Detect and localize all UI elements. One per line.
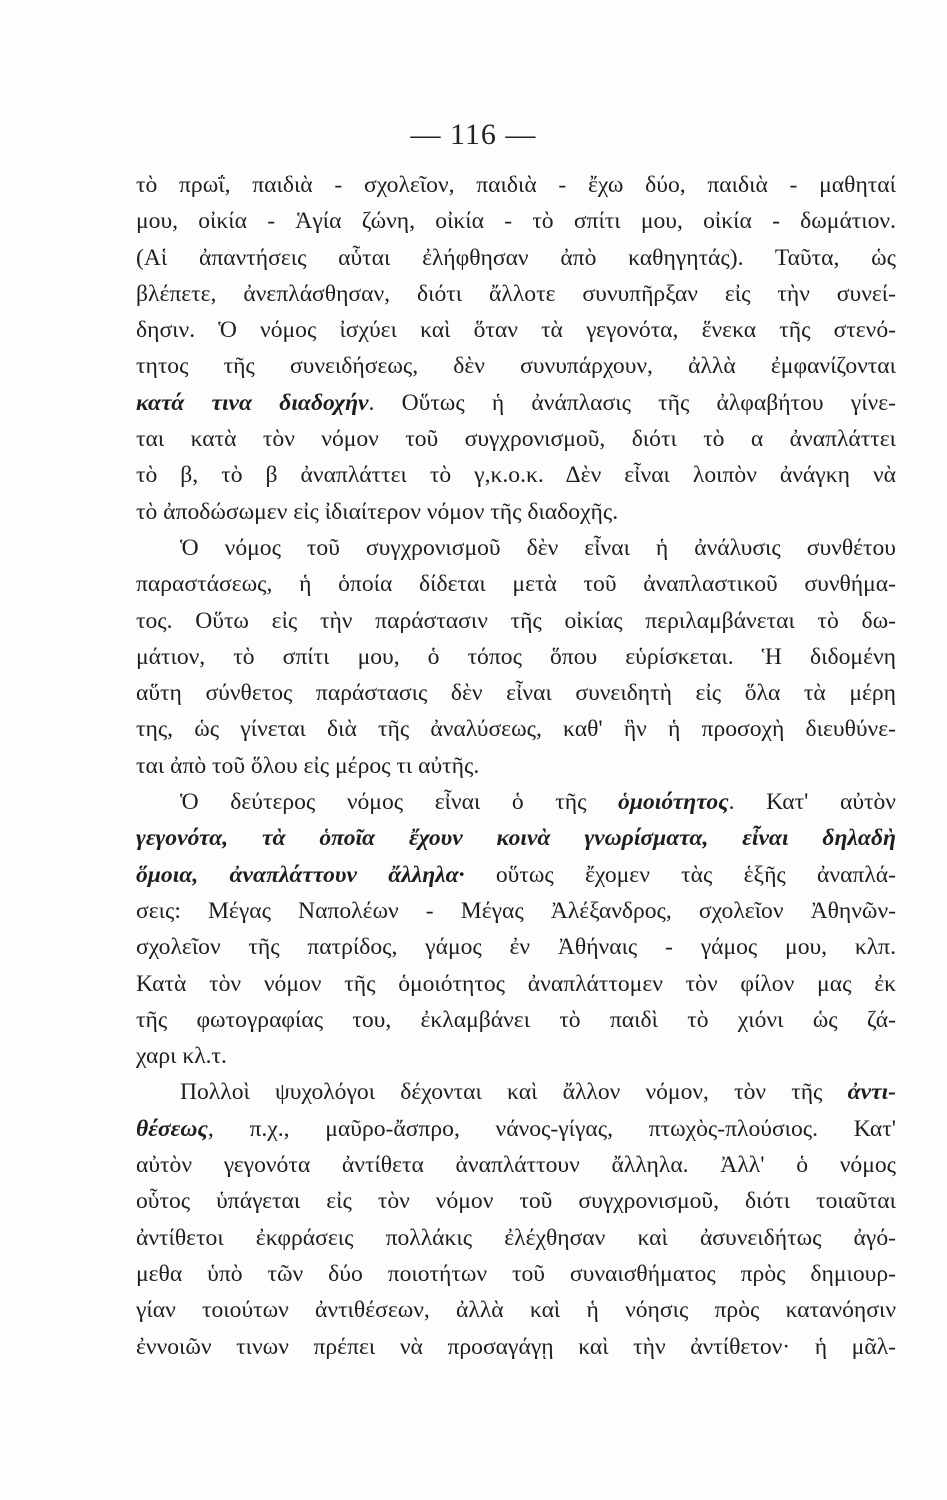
text-line: τὸ πρωΐ, παιδιὰ - σχολεῖον, παιδιὰ - ἔχω δύο, παιδιὰ - μαθηταί <box>136 172 896 198</box>
text-line: μάτιον, τὸ σπίτι μου, ὁ τόπος ὅπου εὑρίσκεται. Ἡ διδομένη <box>136 643 896 670</box>
text-line: βλέπετε, ἀνεπλάσθησαν, διότι ἄλλοτε συνυπῆρξαν εἰς τὴν συνεί- <box>136 280 896 307</box>
body-text <box>136 167 896 1365</box>
text-line: (Αἱ ἀπαντήσεις αὗται ἐλήφθησαν ἀπὸ καθηγητάς). Ταῦτα, ὡς <box>136 244 896 271</box>
text-line: τῆς φωτογραφίας του, ἐκλαμβάνει τὸ παιδὶ τὸ χιόνι ὡς ζά- <box>136 1006 896 1033</box>
text-line <box>136 1111 896 1147</box>
emphasized-text: κατά τινα διαδοχήν <box>136 389 369 416</box>
text-line: παραστάσεως, ἡ ὁποία δίδεται μετὰ τοῦ ἀναπλαστικοῦ συνθήμα- <box>136 571 896 598</box>
text-line: ται κατὰ τὸν νόμον τοῦ συγχρονισμοῦ, διότι τὸ α ἀναπλάττει <box>136 426 896 453</box>
text-line: Ὁ νόμος τοῦ συγχρονισμοῦ δὲν εἶναι ἡ ἀνάλυσις συνθέτου <box>180 534 896 561</box>
emphasized-text: ὁμοιότητος <box>618 789 729 816</box>
text-segment: Πολλοὶ ψυχολόγοι δέχονται καὶ ἄλλον νόμον, τὸν τῆς <box>180 1079 848 1106</box>
text-line: ἐννοιῶν τινων πρέπει νὰ προσαγάγῃ καὶ τὴν ἀντίθετον· ἡ μᾶλ- <box>136 1333 896 1360</box>
text-line <box>136 857 896 893</box>
text-line: σεις: Μέγας Ναπολέων - Μέγας Ἀλέξανδρος, σχολεῖον Ἀθηνῶν- <box>136 897 896 924</box>
text-line: μεθα ὑπὸ τῶν δύο ποιοτήτων τοῦ συναισθήματος πρὸς δημιουρ- <box>136 1260 896 1287</box>
text-line: της, ὡς γίνεται διὰ τῆς ἀναλύσεως, καθ' ἣν ἡ προσοχὴ διευθύνε- <box>136 716 896 743</box>
text-segment: . Κατ' αὐτὸν <box>728 789 896 816</box>
text-line: χαρι κλ.τ. <box>136 1043 227 1070</box>
emphasized-text: γεγονότα, τὰ ὁποῖα ἔχουν κοινὰ γνωρίσματα, εἶναι δηλαδὴ <box>136 825 896 852</box>
text-line: τος. Οὕτω εἰς τὴν παράστασιν τῆς οἰκίας περιλαμβάνεται τὸ δω- <box>136 607 896 634</box>
text-line: σχολεῖον τῆς πατρίδος, γάμος ἐν Ἀθήναις - γάμος μου, κλπ. <box>136 934 896 961</box>
text-line: τὸ ἀποδώσωμεν εἰς ἰδιαίτερον νόμον τῆς διαδοχῆς. <box>136 498 619 525</box>
text-segment: οὕτως ἔχομεν τὰς ἑξῆς ἀναπλά- <box>464 861 896 888</box>
text-line: μου, οἰκία - Ἁγία ζώνη, οἰκία - τὸ σπίτι μου, οἰκία - δωμάτιον. <box>136 208 896 235</box>
text-line: ἀντίθετοι ἐκφράσεις πολλάκις ἐλέχθησαν καὶ ἀσυνειδήτως ἀγό- <box>136 1224 896 1251</box>
text-segment: . Οὕτως ἡ ἀνάπλασις τῆς ἀλφαβήτου γίνε- <box>368 389 896 416</box>
text-line <box>136 1074 896 1110</box>
text-line: Κατὰ τὸν νόμον τῆς ὁμοιότητος ἀναπλάττομεν τὸν φίλον μας ἐκ <box>136 970 896 997</box>
text-line: τὸ β, τὸ β ἀναπλάττει τὸ γ,κ.ο.κ. Δὲν εἶναι λοιπὸν ἀνάγκη νὰ <box>136 462 896 489</box>
text-line: γίαν τοιούτων ἀντιθέσεων, ἀλλὰ καὶ ἡ νόησις πρὸς κατανόησιν <box>136 1297 896 1324</box>
text-line <box>136 820 896 856</box>
text-line <box>136 784 896 820</box>
text-line: ται ἀπὸ τοῦ ὅλου εἰς μέρος τι αὐτῆς. <box>136 752 480 779</box>
text-segment: Ὁ δεύτερος νόμος εἶναι ὁ τῆς <box>180 789 619 816</box>
text-segment: , π.χ., μαῦρο-ἄσπρο, νάνος-γίγας, πτωχὸς-πλούσιος. Κατ' <box>207 1115 896 1142</box>
text-line: αὐτὸν γεγονότα ἀντίθετα ἀναπλάττουν ἄλληλα. Ἀλλ' ὁ νόμος <box>136 1152 896 1179</box>
text-line: δησιν. Ὁ νόμος ἰσχύει καὶ ὅταν τὰ γεγονότα, ἕνεκα τῆς στενό- <box>136 317 896 344</box>
text-line <box>136 385 896 421</box>
text-line: οὗτος ὑπάγεται εἰς τὸν νόμον τοῦ συγχρονισμοῦ, διότι τοιαῦται <box>136 1188 896 1215</box>
text-line: αὕτη σύνθετος παράστασις δὲν εἶναι συνειδητὴ εἰς ὅλα τὰ μέρη <box>136 680 896 707</box>
page-number: — 116 — <box>410 118 537 151</box>
emphasized-text: θέσεως <box>136 1115 208 1142</box>
emphasized-text: ἀντι- <box>847 1079 896 1106</box>
emphasized-text: ὅμοια, ἀναπλάττουν ἄλληλα· <box>136 861 465 888</box>
text-line: τητος τῆς συνειδήσεως, δὲν συνυπάρχουν, ἀλλὰ ἐμφανίζονται <box>136 353 896 380</box>
